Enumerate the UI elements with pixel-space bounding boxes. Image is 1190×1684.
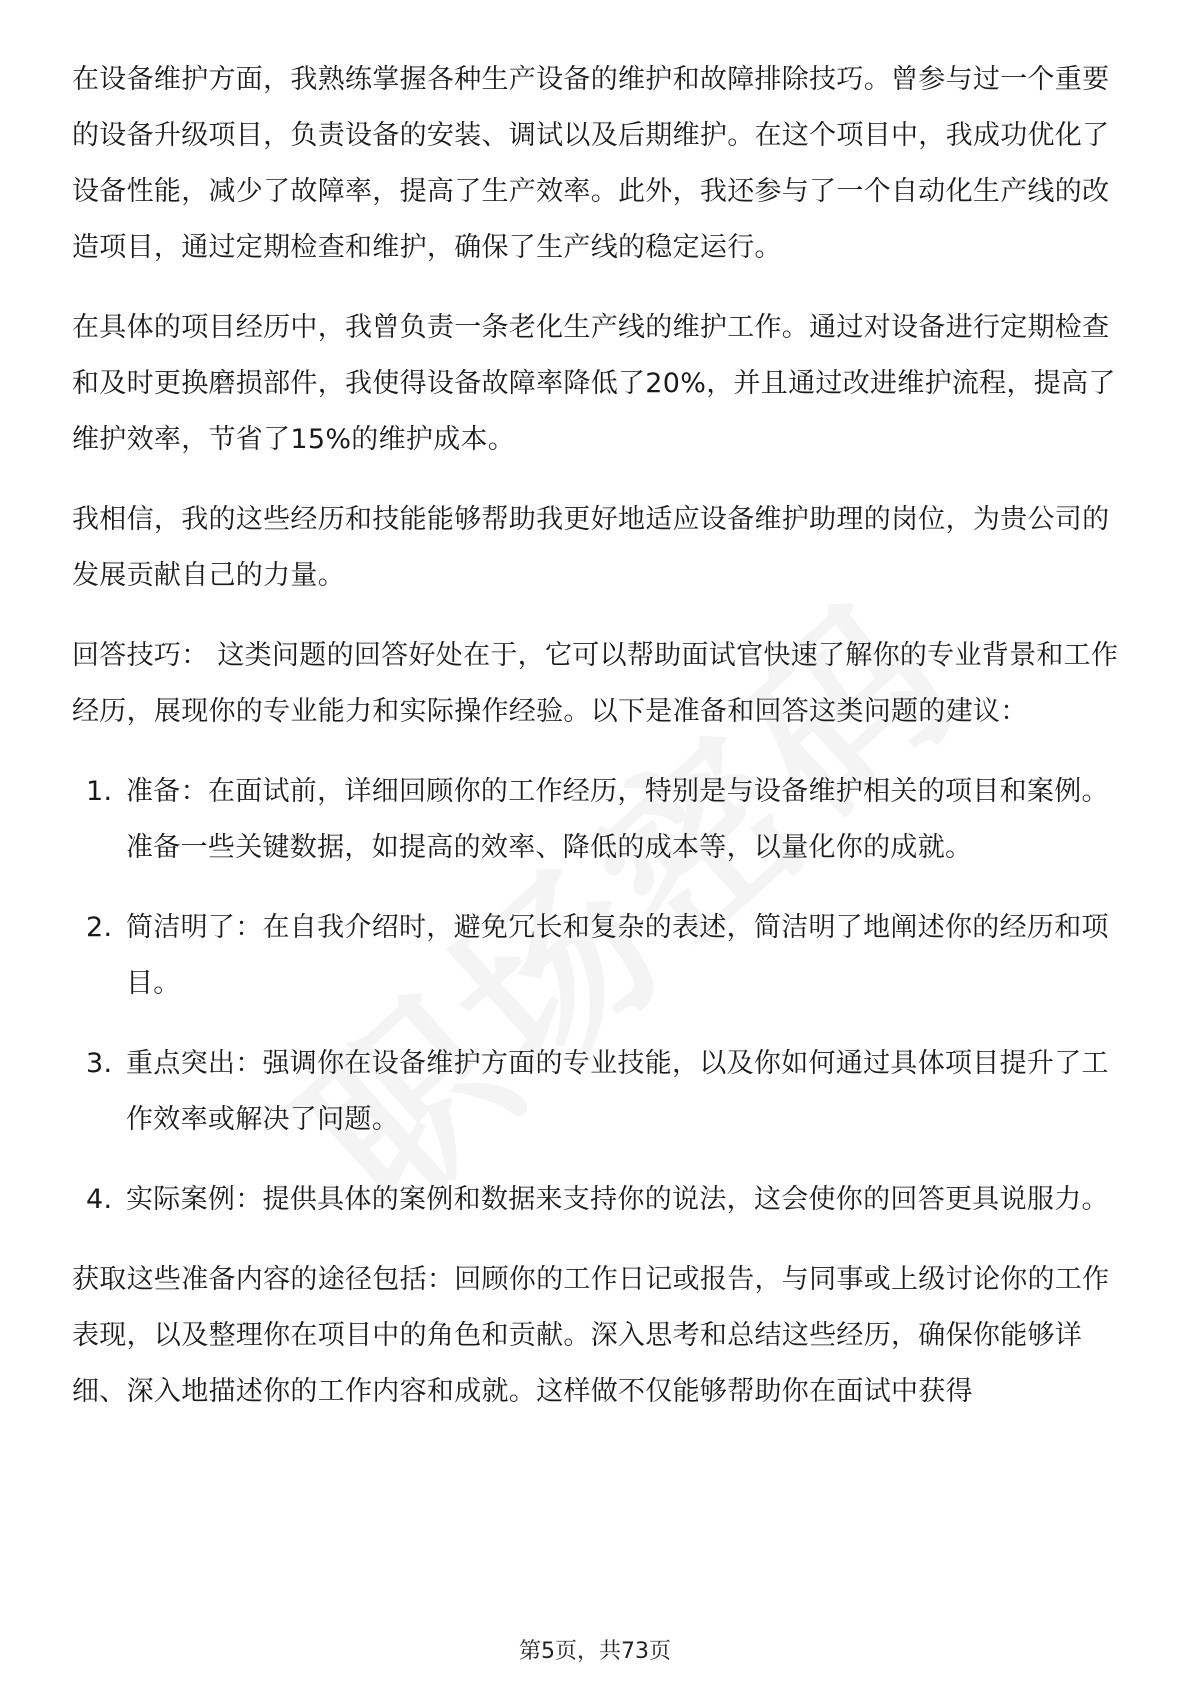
list-item-number: 1. <box>86 776 113 807</box>
paragraph-answer-tips: 回答技巧： 这类问题的回答好处在于，它可以帮助面试官快速了解你的专业背景和工作经历，展现你的专业能力和实际操作经验。以下是准备和回答这类问题的建议： <box>72 640 1119 727</box>
list-item-number: 4. <box>86 1184 113 1215</box>
list-item-number: 3. <box>86 1048 113 1079</box>
document-body <box>72 52 1120 1444</box>
list-item-text: 简洁明了：在自我介绍时，避免冗长和复杂的表述，简洁明了地阐述你的经历和项目。 <box>126 912 1109 999</box>
paragraph-conclusion: 我相信，我的这些经历和技能能够帮助我更好地适应设备维护助理的岗位，为贵公司的发展贡献自己的力量。 <box>72 504 1110 591</box>
paragraph-maintenance-skills: 在设备维护方面，我熟练掌握各种生产设备的维护和故障排除技巧。曾参与过一个重要的设备升级项目，负责设备的安装、调试以及后期维护。在这个项目中，我成功优化了设备性能，减少了故障率，提高了生产效率。此外，我还参与了一个自动化生产线的改造项目，通过定期检查和维护，确保了生产线的稳定运行。 <box>72 64 1110 263</box>
list-item-number: 2. <box>86 912 113 943</box>
list-item-text: 重点突出：强调你在设备维护方面的专业技能，以及你如何通过具体项目提升了工作效率或解决了问题。 <box>126 1048 1109 1135</box>
list-item <box>72 1036 1120 1148</box>
list-item <box>72 900 1120 1012</box>
list-item-text: 准备：在面试前，详细回顾你的工作经历，特别是与设备维护相关的项目和案例。准备一些关键数据，如提高的效率、降低的成本等，以量化你的成就。 <box>126 776 1109 863</box>
paragraph-preparation-sources: 获取这些准备内容的途径包括：回顾你的工作日记或报告，与同事或上级讨论你的工作表现，以及整理你在项目中的角色和贡献。深入思考和总结这些经历，确保你能够详细、深入地描述你的工作内容和成就。这样做不仅能够帮助你在面试中获得 <box>72 1264 1110 1407</box>
paragraph-project-experience: 在具体的项目经历中，我曾负责一条老化生产线的维护工作。通过对设备进行定期检查和及时更换磨损部件，我使得设备故障率降低了20%，并且通过改进维护流程，提高了维护效率，节省了15%的维护成本。 <box>72 312 1116 455</box>
tips-list <box>72 764 1120 1228</box>
list-item <box>72 764 1120 876</box>
list-item <box>72 1172 1120 1228</box>
list-item-text: 实际案例：提供具体的案例和数据来支持你的说法，这会使你的回答更具说服力。 <box>126 1184 1109 1215</box>
page-number: 第5页，共73页 <box>519 1639 671 1664</box>
